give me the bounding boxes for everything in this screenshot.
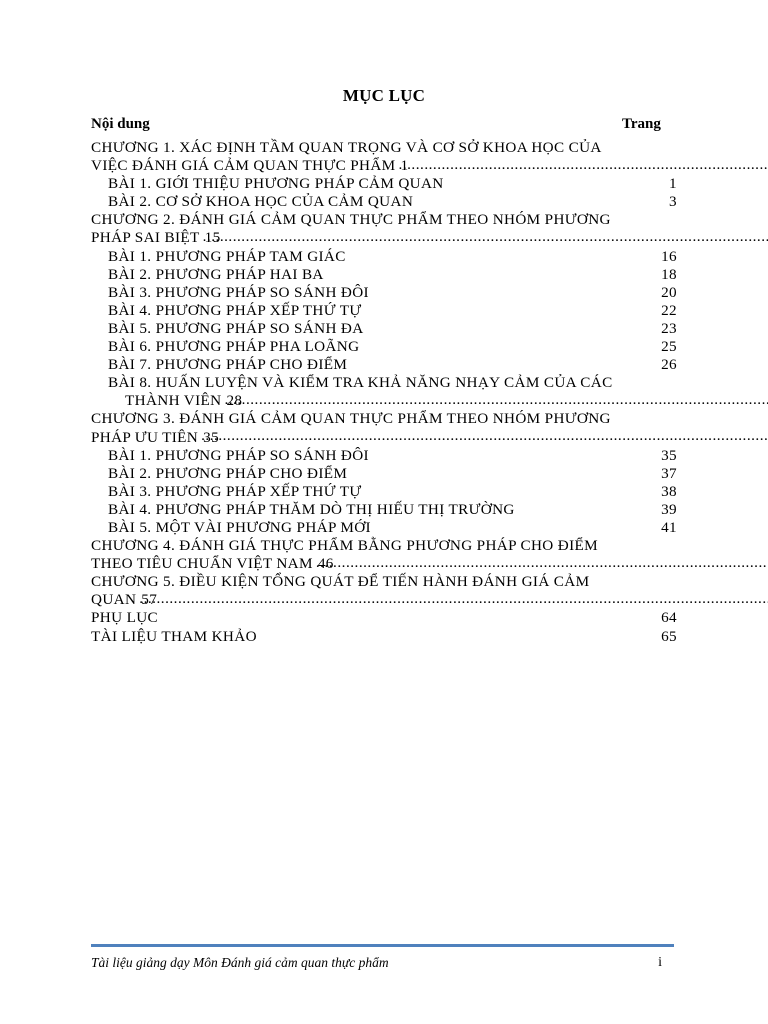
toc-entry[interactable] xyxy=(91,248,677,266)
toc-page-number: 23 xyxy=(661,319,677,337)
toc-page-number: 35 xyxy=(203,428,220,446)
footer-document-title: Tài liệu giảng dạy Môn Đánh giá cảm quan thực phẩm xyxy=(91,955,389,970)
toc-entry[interactable] xyxy=(91,537,677,573)
toc-page-number: 3 xyxy=(669,193,677,211)
toc-entry-title: BÀI 7. PHƯƠNG PHÁP CHO ĐIỂM xyxy=(108,356,348,374)
toc-entry[interactable] xyxy=(91,628,677,646)
footer-page-number: i xyxy=(658,955,662,970)
toc-entry-title: BÀI 1. PHƯƠNG PHÁP TAM GIÁC xyxy=(108,247,346,265)
toc-entry-title: BÀI 1. GIỚI THIỆU PHƯƠNG PHÁP CẢM QUAN xyxy=(108,175,444,193)
toc-entry-title: PHÁP SAI BIỆT xyxy=(91,229,200,247)
page-column-header: Trang xyxy=(622,116,661,132)
toc-page-number: 38 xyxy=(661,482,677,500)
toc-page-number: 1 xyxy=(400,157,409,175)
toc-entry[interactable] xyxy=(91,320,677,338)
toc-page-number: 15 xyxy=(204,229,221,247)
toc-entry-title: BÀI 5. MỘT VÀI PHƯƠNG PHÁP MỚI xyxy=(108,518,371,536)
toc-page-number: 28 xyxy=(226,392,243,410)
toc-entry-title: THEO TIÊU CHUẨN VIỆT NAM xyxy=(91,555,313,573)
toc-entry-title: BÀI 8. HUẤN LUYỆN VÀ KIỂM TRA KHẢ NĂNG NHẠY CẢM CỦA CÁC xyxy=(108,374,613,392)
toc-entry[interactable] xyxy=(91,356,677,374)
toc-entry-title: CHƯƠNG 5. ĐIỀU KIỆN TỔNG QUÁT ĐỂ TIẾN HÀNH ĐÁNH GIÁ CẢM xyxy=(91,573,590,591)
toc-entry[interactable] xyxy=(91,302,677,320)
toc-entry-title: BÀI 2. PHƯƠNG PHÁP HAI BA xyxy=(108,265,324,283)
toc-page-number: 39 xyxy=(661,500,677,518)
page-title: MỤC LỤC xyxy=(342,86,426,105)
toc-entry[interactable] xyxy=(91,410,677,446)
toc-entry-title: PHỤ LỤC xyxy=(91,609,159,627)
toc-entry-title: PHÁP ƯU TIÊN xyxy=(91,428,199,446)
toc-entry[interactable] xyxy=(91,193,677,211)
toc-page-number: 26 xyxy=(661,356,677,374)
toc-entry-title: VIỆC ĐÁNH GIÁ CẢM QUAN THỰC PHẨM xyxy=(91,157,396,175)
toc-entry-title: QUAN xyxy=(91,591,137,609)
table-of-contents xyxy=(91,139,677,646)
toc-page-number: 35 xyxy=(661,446,677,464)
toc-entry[interactable] xyxy=(91,519,677,537)
toc-entry[interactable] xyxy=(91,284,677,302)
toc-page-number: 22 xyxy=(661,301,677,319)
toc-entry-title: BÀI 4. PHƯƠNG PHÁP THĂM DÒ THỊ HIẾU THỊ TRƯỜNG xyxy=(108,500,515,518)
toc-page-number: 41 xyxy=(661,518,677,536)
toc-entry-title: BÀI 3. PHƯƠNG PHÁP SO SÁNH ĐÔI xyxy=(108,283,369,301)
toc-page-number: 46 xyxy=(317,555,334,573)
toc-entry-title: BÀI 4. PHƯƠNG PHÁP XẾP THỨ TỰ xyxy=(108,301,362,319)
toc-entry[interactable] xyxy=(91,609,677,627)
toc-entry[interactable] xyxy=(91,573,677,609)
toc-entry[interactable] xyxy=(91,211,677,247)
toc-page-number: 64 xyxy=(661,609,677,627)
toc-entry-title: BÀI 1. PHƯƠNG PHÁP SO SÁNH ĐÔI xyxy=(108,446,369,464)
toc-page-number: 18 xyxy=(661,265,677,283)
toc-entry-title: BÀI 6. PHƯƠNG PHÁP PHA LOÃNG xyxy=(108,338,360,356)
toc-page-number: 37 xyxy=(661,464,677,482)
toc-entry[interactable] xyxy=(91,374,677,410)
content-column-header: Nội dung xyxy=(91,116,150,132)
toc-entry-title: THÀNH VIÊN xyxy=(125,392,222,410)
toc-page-number: 20 xyxy=(661,283,677,301)
toc-entry-title: CHƯƠNG 3. ĐÁNH GIÁ CẢM QUAN THỰC PHẨM THEO NHÓM PHƯƠNG xyxy=(91,410,611,428)
toc-page-number: 65 xyxy=(661,627,677,645)
toc-entry-title: CHƯƠNG 2. ĐÁNH GIÁ CẢM QUAN THỰC PHẨM THEO NHÓM PHƯƠNG xyxy=(91,211,611,229)
toc-entry-title: CHƯƠNG 1. XÁC ĐỊNH TẦM QUAN TRỌNG VÀ CƠ SỞ KHOA HỌC CỦA xyxy=(91,139,602,156)
toc-entry[interactable] xyxy=(91,501,677,519)
footer-divider xyxy=(91,944,674,947)
toc-entry-title: BÀI 5. PHƯƠNG PHÁP SO SÁNH ĐA xyxy=(108,319,364,337)
toc-entry[interactable] xyxy=(91,175,677,193)
toc-page-number: 1 xyxy=(669,175,677,193)
toc-page-number: 57 xyxy=(141,591,158,609)
toc-entry-title: TÀI LIỆU THAM KHẢO xyxy=(91,627,257,645)
toc-entry-title: BÀI 2. PHƯƠNG PHÁP CHO ĐIỂM xyxy=(108,464,348,482)
toc-entry[interactable] xyxy=(91,139,677,175)
toc-entry[interactable] xyxy=(91,447,677,465)
toc-entry[interactable] xyxy=(91,338,677,356)
toc-entry[interactable] xyxy=(91,483,677,501)
toc-entry-title: BÀI 2. CƠ SỞ KHOA HỌC CỦA CẢM QUAN xyxy=(108,193,414,211)
toc-entry-title: CHƯƠNG 4. ĐÁNH GIÁ THỰC PHẨM BẰNG PHƯƠNG PHÁP CHO ĐIỂM xyxy=(91,537,598,555)
toc-entry[interactable] xyxy=(91,266,677,284)
toc-entry-title: BÀI 3. PHƯƠNG PHÁP XẾP THỨ TỰ xyxy=(108,482,362,500)
toc-page-number: 25 xyxy=(661,338,677,356)
toc-entry[interactable] xyxy=(91,465,677,483)
toc-page-number: 16 xyxy=(661,247,677,265)
